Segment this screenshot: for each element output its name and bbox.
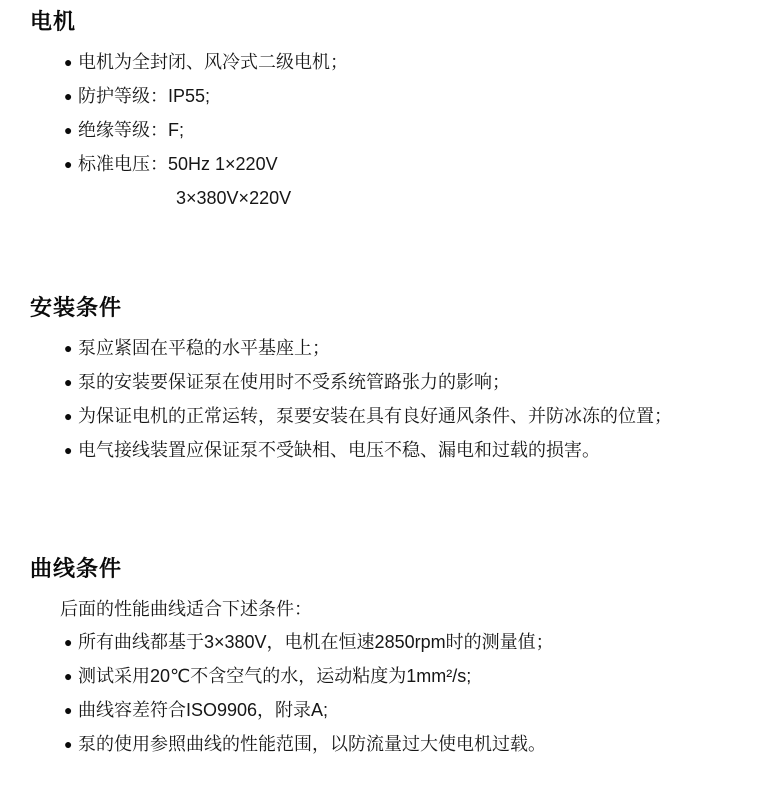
section-curve-conditions: [30, 557, 756, 762]
list-item-text: 电机为全封闭、风冷式二级电机；: [78, 52, 348, 72]
list-item-text: 所有曲线都基于3×380V，电机在恒速2850rpm时的测量值；: [78, 632, 554, 652]
bullet-icon: ●: [64, 668, 73, 684]
list-item: [64, 400, 756, 434]
list-item: [64, 626, 756, 660]
list-item-text: 泵应紧固在平稳的水平基座上；: [78, 338, 330, 358]
bullet-icon: ●: [64, 122, 73, 138]
list-item-text: 曲线容差符合ISO9906，附录A;: [78, 700, 329, 720]
section-curve-conditions-title: 曲线条件: [30, 556, 123, 581]
list-item-text: 为保证电机的正常运转，泵要安装在具有良好通风条件、并防冰冻的位置；: [78, 406, 672, 426]
installation-spec-list: [30, 332, 756, 468]
bullet-icon: ●: [64, 442, 73, 458]
curve-conditions-intro: 后面的性能曲线适合下述条件：: [60, 599, 312, 619]
list-item-text: 绝缘等级：F;: [78, 120, 184, 140]
list-item: [64, 46, 756, 80]
list-item: [64, 332, 756, 366]
section-motor-title: 电机: [30, 9, 77, 34]
list-item: [64, 660, 756, 694]
bullet-icon: ●: [64, 340, 73, 356]
section-installation: [30, 296, 756, 468]
voltage-continuation-line: 3×380V×220V: [176, 188, 292, 208]
bullet-icon: ●: [64, 88, 73, 104]
list-item-text: 测试采用20℃不含空气的水，运动粘度为1mm²/s;: [78, 666, 472, 686]
bullet-icon: ●: [64, 374, 73, 390]
section-motor: [30, 10, 756, 215]
list-item-text: 泵的使用参照曲线的性能范围，以防流量过大使电机过载。: [78, 734, 546, 754]
list-item: [64, 148, 756, 182]
bullet-icon: ●: [64, 408, 73, 424]
motor-spec-list: [30, 46, 756, 182]
list-item: [64, 434, 756, 468]
bullet-icon: ●: [64, 156, 73, 172]
section-installation-title: 安装条件: [30, 295, 123, 320]
bullet-icon: ●: [64, 702, 73, 718]
list-item-text: 泵的安装要保证泵在使用时不受系统管路张力的影响；: [78, 372, 510, 392]
list-item: [64, 80, 756, 114]
curve-spec-list: [30, 626, 756, 762]
bullet-icon: ●: [64, 736, 73, 752]
list-item-text: 标准电压：50Hz 1×220V: [78, 154, 278, 174]
list-item: [64, 366, 756, 400]
bullet-icon: ●: [64, 634, 73, 650]
list-item: [64, 114, 756, 148]
bullet-icon: ●: [64, 54, 73, 70]
list-item-text: 电气接线装置应保证泵不受缺相、电压不稳、漏电和过载的损害。: [78, 440, 600, 460]
list-item: [64, 728, 756, 762]
list-item: [64, 694, 756, 728]
list-item-text: 防护等级：IP55;: [78, 86, 211, 106]
